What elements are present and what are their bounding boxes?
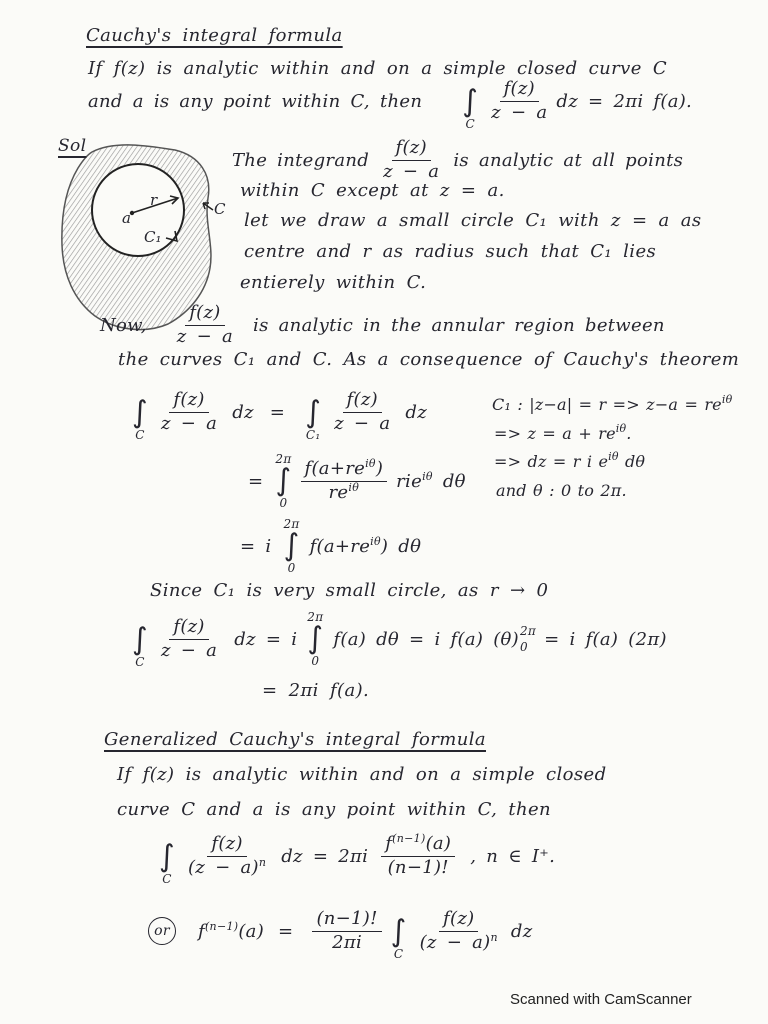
equation-text: , n ∈ I⁺. (470, 845, 556, 867)
integral-upper-limit: 2π (275, 452, 292, 467)
integral-upper-limit: 2π (307, 610, 324, 625)
proof-line-1 (232, 138, 683, 182)
integral-lower-limit: 0 (311, 653, 320, 668)
differential: dz (232, 401, 254, 423)
parametrization-line-3 (494, 452, 645, 471)
equation-text: dz = 2πi (281, 845, 369, 867)
side-text: . (626, 424, 632, 443)
integrand (310, 536, 422, 557)
fraction-numerator (301, 456, 388, 482)
formula-statement-line (88, 75, 693, 131)
integrand-fraction (416, 909, 502, 953)
den-text: (z − a) (187, 856, 259, 878)
integral-lower-limit: C (135, 427, 145, 442)
derivative-fraction (381, 831, 455, 878)
equals-sign: = (269, 401, 286, 423)
fraction-numerator: f(z) (500, 79, 539, 102)
hypothesis-line-1: If f(z) is analytic within and on a simple closed curve C (88, 58, 668, 79)
proof-text: Now, (100, 314, 147, 336)
integral-lower-limit: C₁ (305, 427, 321, 442)
definite-integral (307, 611, 323, 667)
tail-text: dθ (432, 470, 466, 492)
integral-lower-limit: C (135, 654, 145, 669)
fraction-denominator (184, 857, 270, 879)
lhs-text: (a) (238, 920, 265, 942)
contour-integral (462, 72, 478, 130)
curve-label-c: C (214, 200, 226, 218)
integrand-fraction (487, 79, 551, 123)
num-text: ) (375, 457, 384, 479)
tail-text: rie (396, 470, 423, 492)
fraction-numerator (381, 831, 455, 857)
equation-text: dz = i (234, 628, 298, 650)
equals-sign: = (278, 920, 294, 942)
radius-label-r: r (150, 191, 158, 209)
solution-label: Sol (58, 136, 87, 156)
integral-sign: ∫ (305, 395, 322, 431)
integral-sign: ∫ (283, 528, 300, 564)
center-label-a: a (122, 209, 131, 227)
num-text: f(a+re (304, 457, 366, 479)
contour-integral (132, 383, 148, 441)
fraction-numerator: f(z) (169, 390, 208, 413)
fraction-numerator: f(z) (185, 303, 224, 326)
or-circled-label: or (148, 917, 176, 945)
differential: dz (405, 401, 427, 423)
lower-limit: 0 (519, 640, 528, 654)
integral-lower-limit: C (465, 116, 475, 131)
integral-lower-limit: 0 (279, 495, 288, 510)
proof-line-3: let we draw a small circle C₁ with z = a as (244, 210, 702, 231)
integral-sign: ∫ (132, 622, 148, 658)
fraction-numerator: f(z) (439, 909, 478, 932)
side-text: => dz = r i e (494, 452, 609, 471)
integrand-fraction (157, 390, 221, 434)
fraction-denominator: z − a (176, 325, 234, 347)
den-text: (z − a) (419, 931, 491, 953)
circle-label-c1: C₁ (144, 228, 162, 246)
hypothesis-line-2: and a is any point within C, then (88, 90, 423, 112)
fraction-denominator: z − a (383, 160, 440, 182)
section-heading-generalized-formula: Generalized Cauchy's integral formula (104, 729, 486, 750)
equation-2 (248, 448, 466, 514)
cauchy-theorem-line: the curves C₁ and C. As a consequence of Cauchy's theorem (118, 349, 740, 370)
proof-line-4: centre and r as radius such that C₁ lies (244, 241, 657, 262)
integral-sign: ∫ (132, 395, 148, 431)
exponent: (n−1) (204, 919, 239, 933)
exponent: iθ (721, 393, 733, 406)
integral-lower-limit: C (393, 946, 404, 961)
equation-text: f(a) dθ = i f(a) (θ) (333, 628, 519, 650)
exponent: n (258, 855, 267, 869)
equals-sign: = (248, 470, 264, 492)
fraction-denominator (325, 482, 364, 504)
integrand-text: ) dθ (380, 535, 422, 557)
derivative-term (198, 921, 264, 942)
fraction-denominator: z − a (160, 639, 218, 661)
fraction-denominator (416, 932, 502, 954)
equation-1 (128, 380, 427, 444)
integrand-fraction (184, 834, 270, 878)
exponent: n (490, 930, 498, 944)
fraction-denominator: 2πi (332, 931, 363, 953)
proof-text: is analytic in the annular region between (253, 314, 665, 336)
fraction-denominator: (n−1)! (387, 856, 449, 878)
integral-upper-limit: 2π (283, 517, 300, 532)
side-text: => z = a + re (494, 424, 616, 443)
proof-line-5: entierely within C. (240, 272, 427, 293)
hypothesis-line-2: curve C and a is any point within C, then (117, 799, 552, 820)
integrand-text: f(a+re (309, 535, 371, 557)
integrand-tail (396, 471, 466, 492)
integral-lower-limit: 0 (287, 560, 296, 575)
definite-integral (283, 518, 299, 574)
hypothesis-line-1: If f(z) is analytic within and on a simple closed (117, 764, 607, 785)
formula-rhs: dz = 2πi f(a). (556, 90, 693, 112)
integral-lower-limit: C (162, 871, 172, 886)
integral-sign: ∫ (462, 84, 479, 120)
fraction-denominator: z − a (334, 412, 391, 434)
side-text: dθ (618, 452, 646, 471)
fraction-numerator: f(z) (207, 834, 246, 857)
exponent: (n−1) (392, 831, 426, 845)
exponent: iθ (615, 422, 627, 435)
equation-4 (128, 606, 667, 672)
parametrization-line-1 (492, 395, 732, 414)
integral-sign: ∫ (159, 839, 175, 875)
fraction-denominator: z − a (491, 101, 548, 123)
fraction-numerator: f(z) (392, 138, 431, 161)
den-text: re (328, 481, 349, 503)
proof-text: is analytic at all points (453, 149, 684, 171)
factorial-fraction (312, 909, 381, 953)
exponent: iθ (370, 534, 381, 548)
num-text: f (385, 832, 393, 854)
scanner-watermark: Scanned with CamScanner (510, 991, 692, 1008)
contour-integral (159, 827, 175, 885)
small-circle-c1 (92, 164, 184, 256)
section-heading-cauchy-formula: Cauchy's integral formula (86, 25, 343, 46)
exponent: iθ (365, 456, 376, 470)
fraction-denominator: z − a (160, 412, 218, 434)
evaluation-limits (520, 623, 536, 655)
final-result: = 2πi f(a). (262, 680, 370, 701)
integral-sign: ∫ (275, 463, 292, 499)
parametrization-line-4: and θ : 0 to 2π. (496, 481, 627, 500)
num-text: (a) (425, 832, 452, 854)
integrand-fraction (330, 390, 394, 434)
exponent: iθ (608, 450, 619, 463)
integral-sign: ∫ (307, 621, 324, 657)
exponent: iθ (348, 480, 360, 494)
fraction-numerator: f(z) (169, 617, 208, 640)
integrand-fraction (173, 303, 237, 347)
proof-line-2: within C except at z = a. (240, 180, 505, 201)
integral-sign: ∫ (390, 914, 407, 950)
contour-integral (391, 902, 407, 960)
generalized-formula (155, 823, 555, 889)
integrand-fraction (379, 138, 443, 182)
fraction-numerator: f(z) (343, 390, 382, 413)
integrand-fraction (301, 456, 388, 503)
definite-integral (275, 453, 291, 509)
differential: dz (510, 920, 533, 942)
annular-region-line (100, 302, 665, 348)
exponent: iθ (422, 469, 433, 483)
equation-text: = i f(a) (2π) (544, 628, 667, 650)
integrand-fraction (157, 617, 221, 661)
lhs-text: f (198, 920, 205, 942)
contour-integral (132, 610, 148, 668)
alternative-formula (148, 898, 532, 964)
side-text: C₁ : |z−a| = r => z−a = re (492, 395, 722, 414)
fraction-numerator: (n−1)! (312, 909, 381, 932)
upper-limit: 2π (519, 623, 537, 638)
parametrization-line-2 (494, 424, 632, 443)
equals-i: = i (240, 535, 272, 557)
limit-remark: Since C₁ is very small circle, as r → 0 (150, 580, 549, 601)
contour-integral (305, 383, 321, 441)
proof-text: The integrand (232, 149, 370, 171)
equation-3 (240, 513, 421, 579)
